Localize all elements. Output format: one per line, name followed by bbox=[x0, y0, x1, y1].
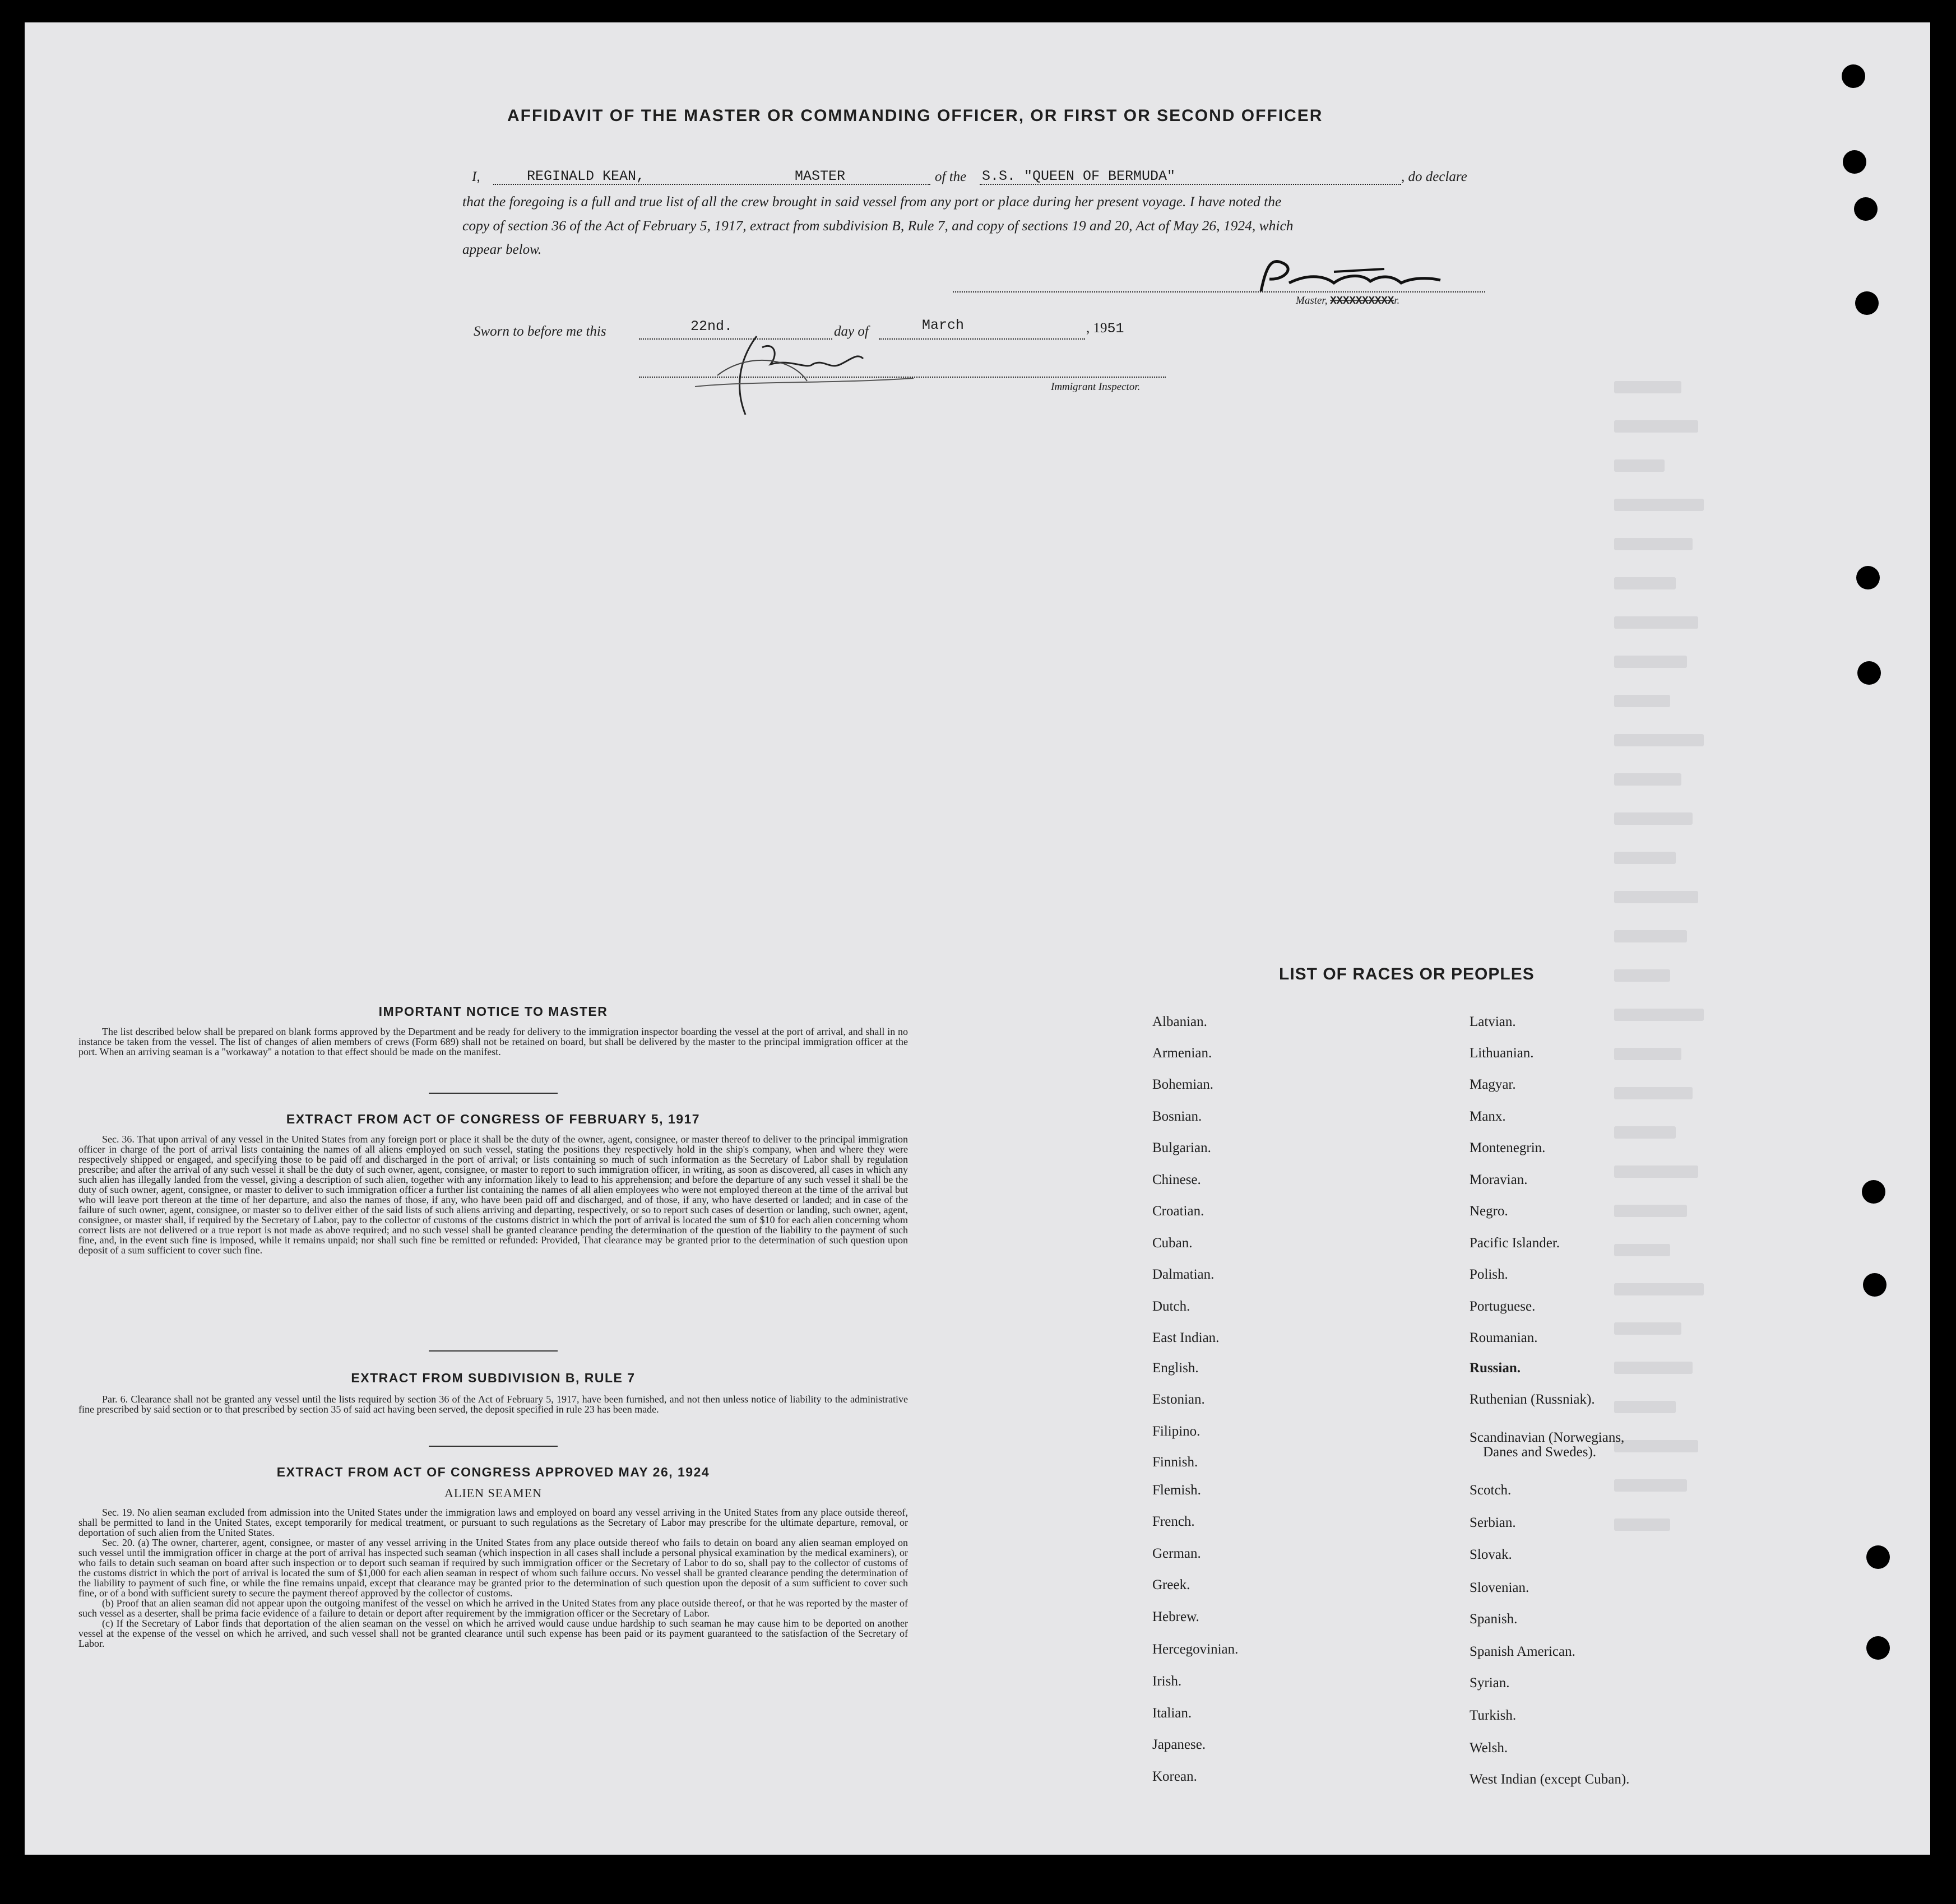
race-item: Albanian. bbox=[1152, 1014, 1207, 1029]
race-item-continuation: Danes and Swedes). bbox=[1483, 1445, 1597, 1460]
notice-title: IMPORTANT NOTICE TO MASTER bbox=[378, 1004, 608, 1019]
signature-caption-prefix: Master, bbox=[1296, 295, 1328, 307]
sec-20b-paragraph: (b) Proof that an alien seaman did not appear upon the outgoing manifest of the vessel on which he arrived in the United States from any place outside thereof, or that he was reported by the master of such vessel as a deserter, shall be prima facie evidence of a failure to detain or deport after requirement by the immigration officer or the Secretary of Labor. bbox=[78, 1597, 908, 1619]
race-item: Spanish. bbox=[1470, 1612, 1518, 1627]
race-item: German. bbox=[1152, 1546, 1201, 1561]
day-of-label: day of bbox=[834, 324, 869, 339]
race-item: Portuguese. bbox=[1470, 1299, 1536, 1314]
race-item: Bulgarian. bbox=[1152, 1140, 1211, 1155]
race-item: Russian. bbox=[1470, 1360, 1521, 1376]
inspector-signature bbox=[661, 325, 919, 426]
inspector-caption: Immigrant Inspector. bbox=[1051, 381, 1141, 393]
sworn-label: Sworn to before me this bbox=[474, 324, 606, 339]
sec-20c-paragraph: (c) If the Secretary of Labor finds that deportation of the alien seaman on the vessel on which he arrived would cause undue hardship to such seaman he may cause him to be deported on another vessel at the expense of the vessel on which he arrived, and such vessel shall not be granted clearance until such expense has been paid or its payment guaranteed to the satisfaction of the Secretary of Labor. bbox=[78, 1618, 908, 1649]
race-item: Serbian. bbox=[1470, 1515, 1516, 1530]
race-item: Dutch. bbox=[1152, 1299, 1190, 1314]
affidavit-body-line1: that the foregoing is a full and true list of all the crew brought in said vessel from any port or place during her present voyage. I have noted the bbox=[462, 193, 1282, 210]
bleed-through-marks bbox=[1614, 381, 1878, 1754]
race-item: Pacific Islander. bbox=[1470, 1236, 1560, 1251]
year-prefix: , 19 bbox=[1086, 321, 1107, 336]
race-item: Manx. bbox=[1470, 1109, 1506, 1124]
race-item: Japanese. bbox=[1152, 1737, 1206, 1752]
notice-paragraph: The list described below shall be prepared on blank forms approved by the Department and be ready for delivery to the immigration inspector boarding the vessel at the port of arrival, and shall in no instance be taken from the vessel. The list of changes of alien members of crews (Form 689) shall not be retained on board, but shall be delivered by the master to the principal immigration officer at the port. When an arriving seaman is a "workaway" a notation to that effect should be made on the manifest. bbox=[78, 1026, 908, 1057]
race-item: Scandinavian (Norwegians, bbox=[1470, 1430, 1625, 1445]
signature-caption-struck: XXXXXXXXXX bbox=[1330, 295, 1394, 307]
sec-20a-paragraph: Sec. 20. (a) The owner, charterer, agent, consignee, or master of any vessel arriving in the United States from any place outside thereof who fails to detain on board any alien seaman employed on such vessel until the immigration officer in charge at the port of arrival has inspected such seaman (which inspection in all cases shall include a personal physical examination by the medical examiners), or who fails to detain such seaman on board after such inspection or to deport such seaman if required by such immigration officer or the Secretary of Labor to do so, shall pay to the collector of customs of the customs district in which the port of arrival is located the sum of $1,000 for each alien seaman in respect of whom such failure occurs. No vessel shall be granted clearance pending the determination of the liability to payment of such fine, or while the fine remains unpaid, except that clearance may be granted prior to the determination of such question upon the deposit of a sum sufficient to cover such fine, or of a bond with sufficient surety to secure the payment thereof approved by the collector of customs. bbox=[78, 1537, 908, 1599]
race-item: Montenegrin. bbox=[1470, 1140, 1546, 1155]
race-item: Estonian. bbox=[1152, 1392, 1205, 1407]
race-item: Bohemian. bbox=[1152, 1077, 1214, 1092]
race-item: Scotch. bbox=[1470, 1483, 1512, 1498]
race-item: Slovak. bbox=[1470, 1547, 1512, 1562]
race-item: Magyar. bbox=[1470, 1077, 1516, 1092]
race-item: East Indian. bbox=[1152, 1330, 1220, 1345]
race-item: Irish. bbox=[1152, 1674, 1182, 1689]
race-item: French. bbox=[1152, 1514, 1195, 1529]
race-item: Korean. bbox=[1152, 1769, 1197, 1784]
affidavit-body-line2: copy of section 36 of the Act of February 5, 1917, extract from subdivision B, Rule 7, and copy of sections 19 and 20, Act of May 26, 1924, which bbox=[462, 217, 1294, 234]
race-item: Moravian. bbox=[1470, 1172, 1528, 1187]
affidavit-title: AFFIDAVIT OF THE MASTER OR COMMANDING OFFICER, OR FIRST OR SECOND OFFICER bbox=[507, 106, 1323, 125]
divider bbox=[429, 1093, 558, 1094]
affidavit-pronoun: I, bbox=[472, 169, 480, 184]
year-field bbox=[1086, 321, 1124, 337]
race-item: English. bbox=[1152, 1360, 1199, 1376]
divider bbox=[429, 1446, 558, 1447]
sworn-month: March bbox=[922, 317, 965, 333]
binder-hole bbox=[1855, 291, 1879, 315]
extract-1917-paragraph: Sec. 36. That upon arrival of any vessel in the United States from any foreign port or place it shall be the duty of the owner, agent, consignee, or master thereof to deliver to the principal immigration officer in charge of the port of arrival lists containing the names of all aliens employed on such vessel, stating the positions they respectively hold in the ship's company, when and where they were respectively shipped or engaged, and specifying those to be paid off and discharged in the port of arrival; or lists containing so much of such information as the Secretary of Labor shall by regulation prescribe; and after the arrival of any such vessel it shall be the duty of such owner, agent, consignee, or master to report to such immigration officer, in writing, as soon as discovered, all cases in which any such alien has illegally landed from the vessel, giving a description of such alien, together with any information likely to lead to his apprehension; and before the departure of any such vessel it shall be the duty of such owner, agent, consignee, or master to deliver to such immigration officer a further list containing the names of all alien employees who were not employed thereon at the time of the arrival but who will leave port thereon at the time of her departure, and also the names of those, if any, who have been paid off and discharged, and of those, if any, who have deserted or landed; and in case of the failure of such owner, agent, consignee, or master so to deliver either of the said lists of such aliens arriving and departing, respectively, or so to report such cases of desertion or landing, such owner, agent, consignee, or master shall, if required by the Secretary of Labor, pay to the collector of customs of the customs district in which the port of arrival is located the sum of $10 for each alien concerning whom correct lists are not delivered or a true report is not made as above required; and no such vessel shall be granted clearance pending the determination of the question of the liability to the payment of such fine, and, in the event such fine is imposed, while it remains unpaid; nor shall such fine be remitted or refunded: Provided, That clearance may be granted prior to the determination of such question upon deposit of a sum sufficient to cover such fine. bbox=[78, 1134, 908, 1256]
race-item: Polish. bbox=[1470, 1267, 1508, 1282]
divider bbox=[429, 1350, 558, 1352]
race-item: Dalmatian. bbox=[1152, 1267, 1215, 1282]
race-item: Filipino. bbox=[1152, 1424, 1201, 1439]
race-item: Finnish. bbox=[1152, 1455, 1198, 1470]
signature-caption-suffix: r. bbox=[1394, 295, 1400, 307]
extract-1917-text bbox=[78, 1134, 908, 1255]
race-item: Latvian. bbox=[1470, 1014, 1516, 1029]
race-item: Flemish. bbox=[1152, 1483, 1201, 1498]
extract-1924-title: EXTRACT FROM ACT OF CONGRESS APPROVED MAY 26, 1924 bbox=[276, 1465, 710, 1479]
race-item: Greek. bbox=[1152, 1577, 1190, 1592]
notice-text bbox=[78, 1027, 908, 1057]
binder-hole bbox=[1843, 150, 1866, 174]
race-item: Welsh. bbox=[1470, 1740, 1508, 1756]
rule-7-text bbox=[78, 1394, 908, 1414]
master-name: REGINALD KEAN, bbox=[527, 168, 645, 184]
race-item: Hebrew. bbox=[1152, 1609, 1199, 1624]
race-item: Turkish. bbox=[1470, 1708, 1517, 1723]
race-item: Croatian. bbox=[1152, 1204, 1204, 1219]
of-the-label: of the bbox=[935, 169, 967, 184]
race-item: Cuban. bbox=[1152, 1236, 1193, 1251]
alien-seamen-subtitle: ALIEN SEAMEN bbox=[444, 1486, 542, 1500]
race-item: Armenian. bbox=[1152, 1046, 1212, 1061]
signature-caption bbox=[1296, 295, 1399, 307]
race-item: Lithuanian. bbox=[1470, 1046, 1534, 1061]
race-item: Bosnian. bbox=[1152, 1109, 1202, 1124]
race-item: Negro. bbox=[1470, 1204, 1508, 1219]
races-title: LIST OF RACES OR PEOPLES bbox=[1279, 965, 1535, 983]
do-declare-label: , do declare bbox=[1401, 169, 1467, 184]
rule-7-title: EXTRACT FROM SUBDIVISION B, RULE 7 bbox=[351, 1371, 636, 1385]
race-item: Syrian. bbox=[1470, 1675, 1510, 1691]
binder-hole bbox=[1842, 64, 1865, 88]
race-item: Italian. bbox=[1152, 1706, 1192, 1721]
sworn-day: 22nd. bbox=[690, 318, 733, 335]
master-rank: MASTER bbox=[795, 168, 846, 184]
race-item: Ruthenian (Russniak). bbox=[1470, 1392, 1595, 1407]
year-suffix: 51 bbox=[1107, 321, 1124, 337]
race-item: Chinese. bbox=[1152, 1172, 1201, 1187]
race-item: Slovenian. bbox=[1470, 1580, 1529, 1595]
race-item: Roumanian. bbox=[1470, 1330, 1538, 1345]
binder-hole bbox=[1854, 197, 1878, 221]
extract-1917-title: EXTRACT FROM ACT OF CONGRESS OF FEBRUARY 5, 1917 bbox=[286, 1112, 701, 1126]
rule-7-paragraph: Par. 6. Clearance shall not be granted any vessel until the lists required by section 36 of the Act of February 5, 1917, have been furnished, and not then unless notice of liability to the administrative fine prescribed by said section or to that prescribed by section 35 of said act having been served, the deposit specified in rule 23 has been made. bbox=[78, 1394, 908, 1415]
sec-19-paragraph: Sec. 19. No alien seaman excluded from admission into the United States under the immigration laws and employed on board any vessel arriving in the United States from any place outside thereof, shall be permitted to land in the United States, except temporarily for medical treatment, or pursuant to such regulations as the Secretary of Labor may prescribe for the ultimate departure, removal, or deportation of such alien from the United States. bbox=[78, 1507, 908, 1538]
race-item: Hercegovinian. bbox=[1152, 1642, 1239, 1657]
race-item: Spanish American. bbox=[1470, 1644, 1575, 1659]
vessel-name: S.S. "QUEEN OF BERMUDA" bbox=[982, 168, 1176, 184]
affidavit-body-line3: appear below. bbox=[462, 242, 542, 257]
extract-1924-text bbox=[78, 1507, 908, 1648]
race-item: West Indian (except Cuban). bbox=[1470, 1772, 1630, 1787]
